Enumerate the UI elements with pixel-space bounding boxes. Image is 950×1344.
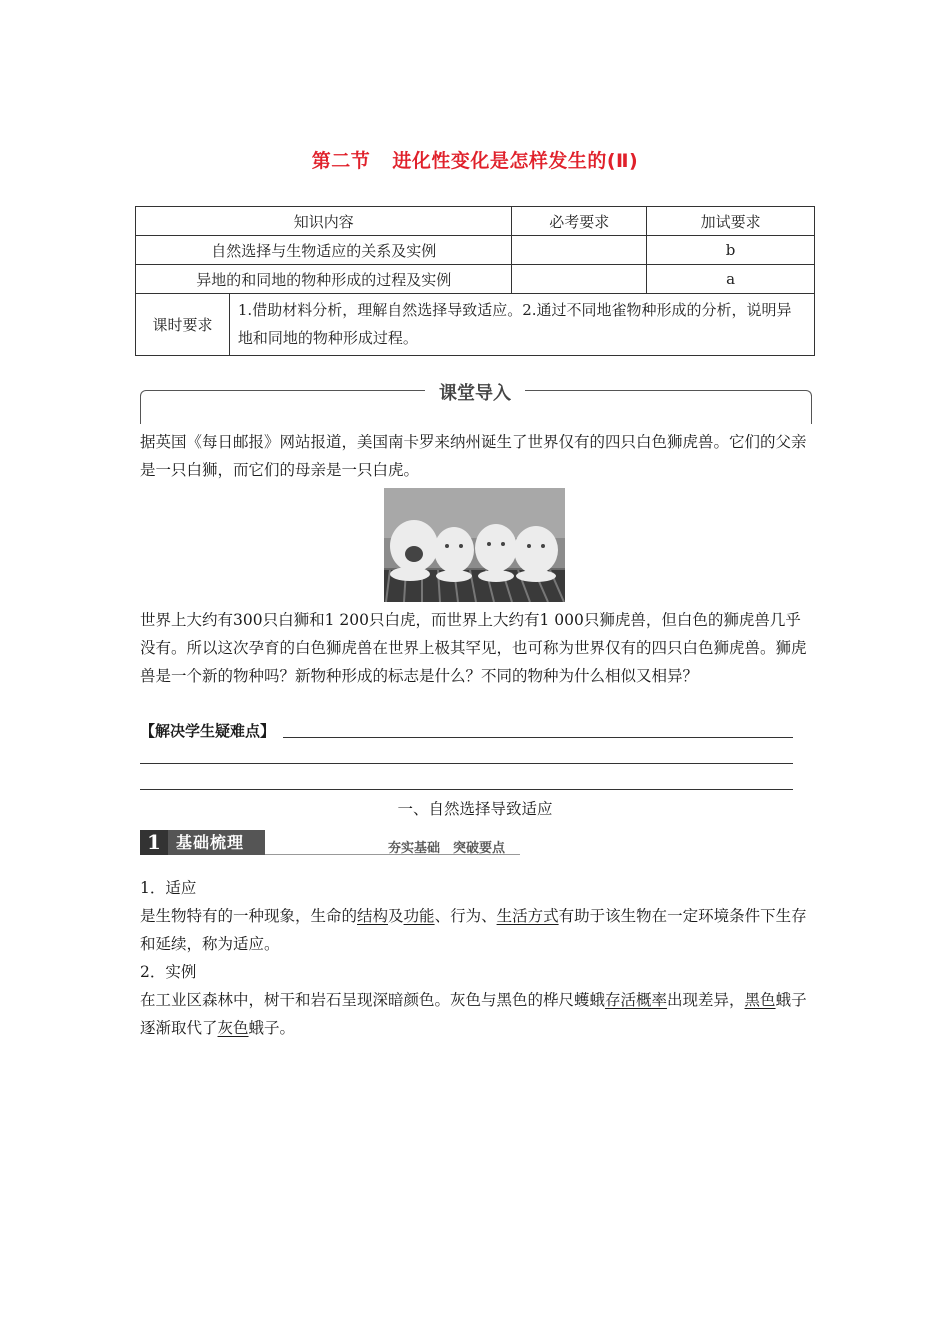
answer-line — [140, 763, 793, 764]
table-cell-required — [512, 265, 647, 294]
table-row — [136, 265, 815, 294]
table-cell-required — [512, 236, 647, 265]
table-cell-content: 自然选择与生物适应的关系及实例 — [136, 236, 512, 265]
answer-line — [140, 789, 793, 790]
blank-answer: 生活方式 — [496, 907, 559, 925]
requirements-table — [135, 206, 815, 356]
page-title — [0, 146, 950, 173]
blank-answer: 黑色 — [744, 991, 776, 1009]
table-row — [136, 236, 815, 265]
blank-answer: 存活概率 — [605, 991, 668, 1009]
column-header-content: 知识内容 — [136, 207, 512, 236]
column-header-required: 必考要求 — [512, 207, 647, 236]
lesson-requirement-text: 1.借助材料分析，理解自然选择导致适应。2.通过不同地雀物种形成的分析，说明异地和同地的物种形成过程。 — [229, 294, 814, 356]
item-2-text — [140, 986, 812, 1042]
item-2-title: 2．实例 — [140, 963, 197, 981]
section-number: 第二节 — [311, 150, 371, 172]
text-segment: 在工业区森林中，树干和岩石呈现深暗颜色。灰色与黑色的桦尺蠖蛾 — [140, 991, 606, 1009]
badge-tagline: 夯实基础 突破要点 — [388, 841, 506, 856]
text-segment: 出现差异， — [667, 991, 745, 1009]
blank-answer: 灰色 — [217, 1019, 249, 1037]
intro-paragraph-2: 世界上大约有300只白狮和1 200只白虎，而世界上大约有1 000只狮虎兽，但白色的狮虎兽几乎没有。所以这次孕育的白色狮虎兽在世界上极其罕见，也可称为世界仅有的四只白色狮虎兽。狮虎兽是一个新的物种吗？新物种形成的标志是什么？不同的物种为什么相似又相异？ — [140, 611, 807, 685]
text-segment: 及 — [388, 907, 404, 925]
table-cell-extra: b — [647, 236, 815, 265]
table-cell-content: 异地的和同地的物种形成的过程及实例 — [136, 265, 512, 294]
item-1-title: 1．适应 — [140, 879, 197, 897]
basics-badge — [140, 830, 265, 855]
section-heading: 一、自然选择导致适应 — [397, 800, 553, 818]
badge-number: 1 — [140, 830, 168, 855]
lesson-requirement-label: 课时要求 — [136, 294, 230, 356]
intro-heading: 课堂导入 — [425, 379, 525, 405]
table-header-row — [136, 207, 815, 236]
item-1-text — [140, 902, 812, 958]
text-segment: 蛾子逐渐取代了 — [140, 991, 807, 1037]
intro-paragraph-1: 据英国《每日邮报》网站报道，美国南卡罗来纳州诞生了世界仅有的四只白色狮虎兽。它们的父亲是一只白狮，而它们的母亲是一只白虎。 — [140, 433, 807, 479]
liger-cubs-illustration — [384, 488, 565, 602]
text-segment: 蛾子。 — [248, 1019, 296, 1037]
blank-answer: 功能 — [403, 907, 435, 925]
text-segment: 是生物特有的一种现象，生命的 — [140, 907, 358, 925]
blank-answer: 结构 — [357, 907, 389, 925]
answer-line — [283, 737, 793, 738]
lesson-requirement-row — [136, 294, 815, 356]
badge-label: 基础梳理 — [176, 833, 245, 852]
column-header-extra: 加试要求 — [647, 207, 815, 236]
text-segment: 、行为、 — [434, 907, 497, 925]
tip-label: 【解决学生疑难点】 — [140, 722, 276, 740]
white-liger-cubs-photo — [384, 488, 565, 602]
section-title: 进化性变化是怎样发生的(Ⅱ) — [392, 150, 639, 172]
text-segment: 有助于该生物在一定环境条件下生存和延续，称为适应。 — [140, 907, 807, 953]
table-cell-extra: a — [647, 265, 815, 294]
